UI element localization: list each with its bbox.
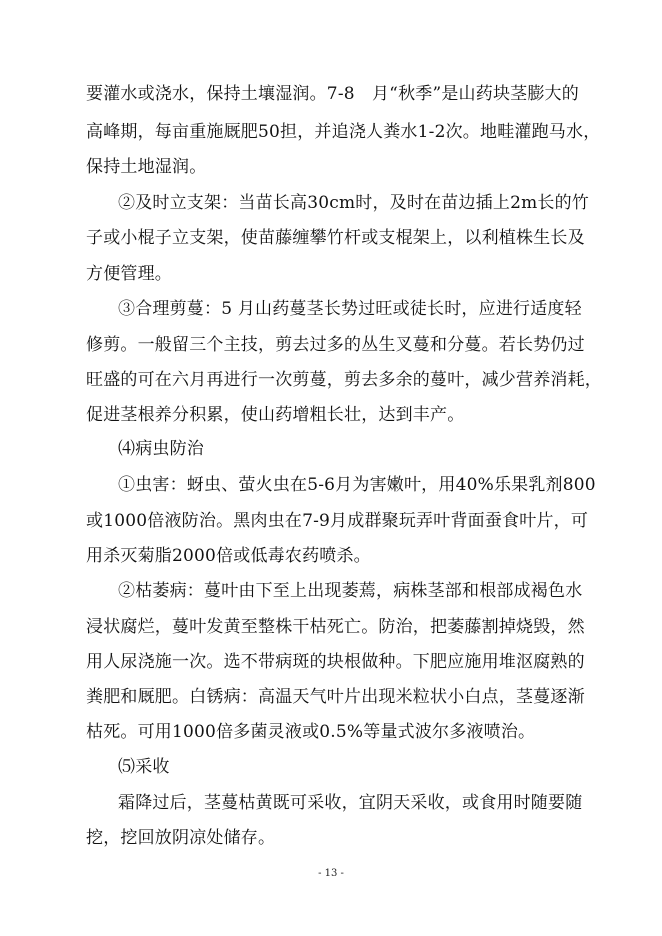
text-line: 枯死。可用1000倍多菌灵液或0.5%等量式波尔多液喷治。 (86, 722, 536, 742)
text-line: 高峰期，每亩重施厩肥50担，并追浇人粪水1-2次。地畦灌跑马水， (86, 122, 601, 142)
text-line: 浸状腐烂，蔓叶发黄至整株干枯死亡。防治，把萎藤割掉烧毁，然 (86, 617, 585, 637)
text-line: 粪肥和厩肥。白锈病：高温天气叶片出现米粒状小白点，茎蔓逐渐 (86, 687, 585, 707)
paragraph-start-line: 霜降过后，茎蔓枯黄既可采收，宜阴天采收，或食用时随要随 (118, 793, 583, 813)
text-line: 或1000倍液防治。黑肉虫在7-9月成群聚玩弄叶背面蚕食叶片，可 (86, 511, 589, 531)
section-heading: ⑷病虫防治 (118, 439, 204, 459)
text-line: 用杀灭菊脂2000倍或低毒农药喷杀。 (86, 546, 371, 566)
text-line: 用人尿浇施一次。选不带病斑的块根做种。下肥应施用堆沤腐熟的 (86, 652, 585, 672)
text-line: 方便管理。 (86, 264, 172, 284)
text-line: 修剪。一般留三个主技，剪去过多的丛生叉蔓和分蔓。若长势仍过 (86, 335, 585, 355)
text-line: 要灌水或浇水，保持土壤湿润。7-8 月“秋季”是山药块茎膨大的 (86, 84, 579, 104)
section-heading: ⑸采收 (118, 757, 170, 777)
text-line: 挖，挖回放阴凉处储存。 (86, 828, 276, 848)
paragraph-start-line: ②及时立支架：当苗长高30cm时，及时在苗边插上2m长的竹 (118, 193, 590, 213)
text-line: 促进茎根养分积累，使山药增粗长壮，达到丰产。 (86, 405, 465, 425)
paragraph-start-line: ①虫害：蚜虫、萤火虫在5-6月为害嫩叶，用40%乐果乳剂800 (118, 475, 596, 495)
paragraph-start-line: ③合理剪蔓：5 月山药蔓茎长势过旺或徒长时，应进行适度轻 (118, 299, 582, 319)
text-line: 保持土地湿润。 (86, 157, 207, 177)
paragraph-start-line: ②枯萎病：蔓叶由下至上出现萎蔫，病株茎部和根部成褐色水 (118, 581, 583, 601)
page-number: - 13 - (318, 868, 344, 879)
text-line: 子或小棍子立支架，使苗藤缠攀竹杆或支棍架上，以利植株生长及 (86, 228, 585, 248)
text-line: 旺盛的可在六月再进行一次剪蔓，剪去多余的蔓叶，减少营养消耗， (86, 370, 602, 390)
